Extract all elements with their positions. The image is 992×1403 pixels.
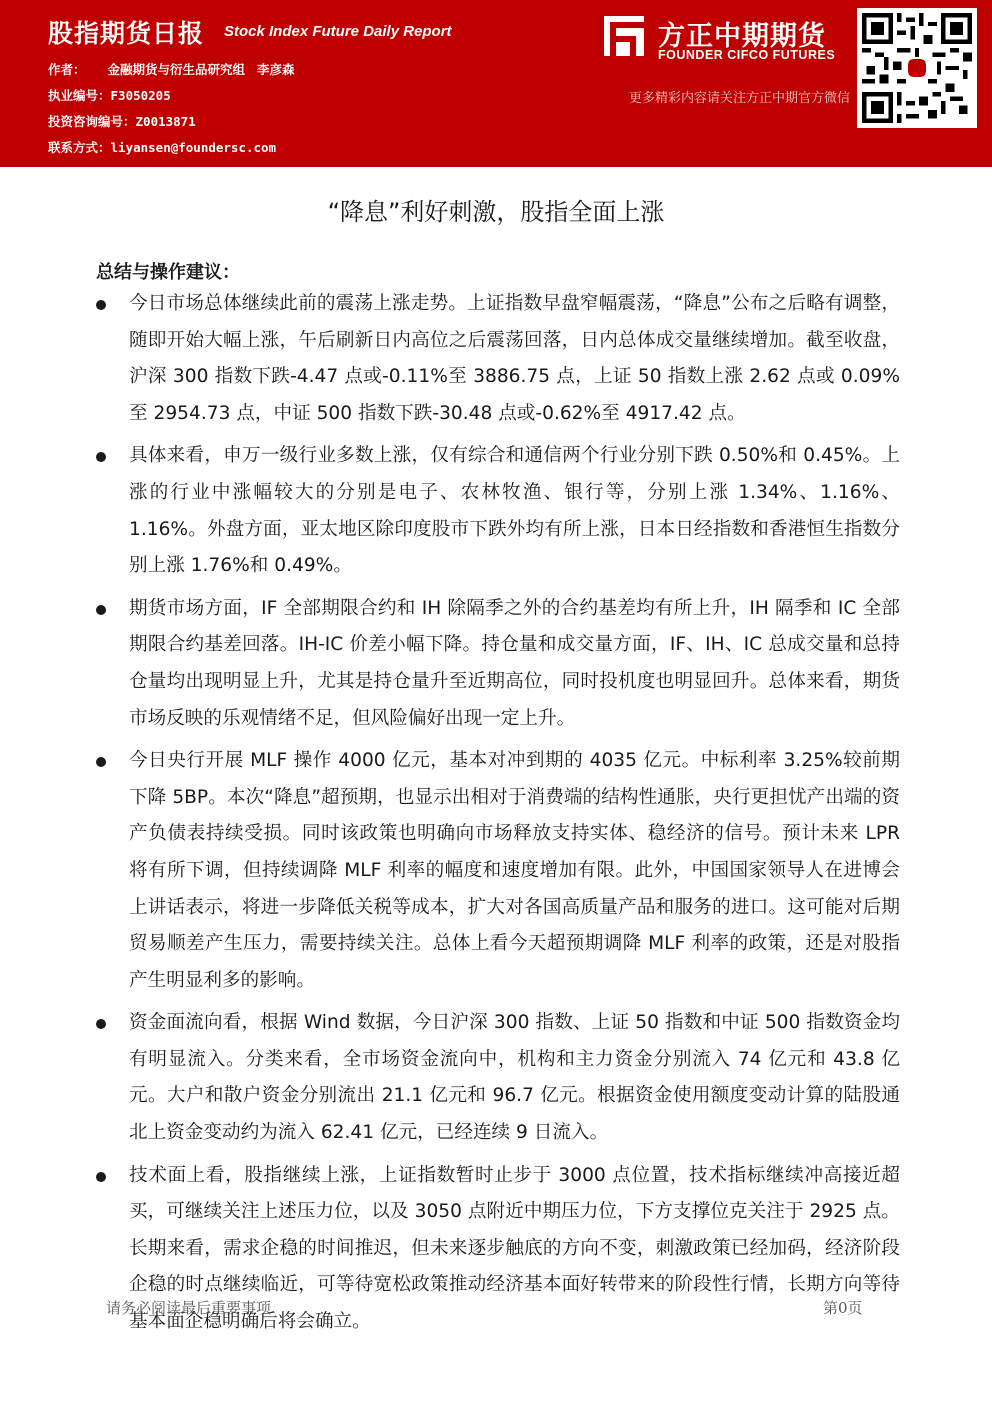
bullet-paragraph: [96, 591, 900, 737]
company-logo-icon: [600, 12, 650, 62]
wechat-qr-code[interactable]: [857, 8, 977, 128]
bullet-text: 期货市场方面，IF 全部期限合约和 IH 除隔季之外的合约基差均有所上升，IH 隔季和 IC 全部期限合约基差回落。IH-IC 价差小幅下降。持仓量和成交量方面，IF、IH、IC 总成交量和总持仓量均出现明显上升，尤其是持仓量升至近期高位，同时投机度也明显回升。总体来看，期货市场反映的乐观情绪不足，但风险偏好出现一定上升。: [129, 597, 900, 729]
section-heading: 总结与操作建议：: [96, 262, 240, 283]
license-value: F3050205: [110, 88, 171, 103]
summary-bullet-list: [96, 286, 900, 1347]
report-title-en: Stock Index Future Daily Report: [224, 23, 452, 40]
bullet-paragraph: [96, 743, 900, 999]
contact-line: [48, 138, 276, 156]
company-logo: [600, 12, 850, 67]
report-title-zh: 股指期货日报: [48, 19, 205, 48]
author-line: [48, 60, 295, 78]
bullet-dot-icon: [96, 452, 106, 462]
consult-value: Z0013871: [135, 114, 196, 129]
wechat-follow-note: 更多精彩内容请关注方正中期官方微信: [628, 91, 850, 106]
bullet-paragraph: [96, 286, 900, 432]
license-line: [48, 86, 171, 104]
bullet-text: 今日市场总体继续此前的震荡上涨走势。上证指数早盘窄幅震荡，“降息”公布之后略有调整，随即开始大幅上涨，午后刷新日内高位之后震荡回落，日内总体成交量继续增加。截至收盘，沪深 300 指数下跌-4.47 点或-0.11%至 3886.75 点，上证 50 指数上涨 2.62 点或 0.09%至 2954.73 点，中证 500 指数下跌-30.48 点或-0.62%至 4917.42 点。: [129, 293, 900, 424]
author-name: 李彦森: [257, 62, 295, 77]
bullet-paragraph: [96, 438, 900, 584]
author-group: 金融期货与衍生品研究组: [107, 62, 246, 77]
consult-line: [48, 112, 196, 130]
page-number: 第0页: [823, 1299, 863, 1317]
logo-text-en: FOUNDER CIFCO FUTURES: [658, 48, 836, 62]
bullet-dot-icon: [96, 1172, 106, 1182]
bullet-text: 资金面流向看，根据 Wind 数据，今日沪深 300 指数、上证 50 指数和中证 500 指数资金均有明显流入。分类来看，全市场资金流向中，机构和主力资金分别流入 74 亿元和 43.8 亿元。大户和散户资金分别流出 21.1 亿元和 96.7 亿元。根据资金使用额度变动计算的陆股通北上资金变动约为流入 62.41 亿元，已经连续 9 日流入。: [129, 1012, 900, 1144]
bullet-text: 具体来看，申万一级行业多数上涨，仅有综合和通信两个行业分别下跌 0.50%和 0.45%。上涨的行业中涨幅较大的分别是电子、农林牧渔、银行等，分别上涨 1.34%、1.16%、1.16%。外盘方面，亚太地区除印度股市下跌外均有所上涨，日本日经指数和香港恒生指数分别上涨 1.76%和 0.49%。: [129, 445, 900, 577]
footer-notice: 请务必阅读最后重要事项: [106, 1299, 272, 1317]
bullet-dot-icon: [96, 1019, 106, 1029]
license-label: 执业编号：: [48, 88, 111, 103]
author-label: 作者：: [48, 62, 86, 77]
logo-text-zh: 方正中期期货: [658, 21, 826, 52]
document-title: “降息”利好刺激，股指全面上涨: [327, 198, 665, 226]
bullet-dot-icon: [96, 300, 106, 310]
contact-email[interactable]: liyansen@foundersc.com: [110, 140, 277, 155]
consult-label: 投资咨询编号：: [48, 114, 136, 129]
bullet-text: 今日央行开展 MLF 操作 4000 亿元，基本对冲到期的 4035 亿元。中标利率 3.25%较前期下降 5BP。本次“降息”超预期，也显示出相对于消费端的结构性通胀，央行更担忧产出端的资产负债表持续受损。同时该政策也明确向市场释放支持实体、稳经济的信号。预计未来 LPR 将有所下调，但持续调降 MLF 利率的幅度和速度增加有限。此外，中国国家领导人在进博会上讲话表示，将进一步降低关税等成本，扩大对各国高质量产品和服务的进口。这可能对后期贸易顺差产生压力，需要持续关注。总体上看今天超预期调降 MLF 利率的政策，还是对股指产生明显利多的影响。: [129, 750, 900, 991]
bullet-text: 技术面上看，股指继续上涨，上证指数暂时止步于 3000 点位置，技术指标继续冲高接近超买，可继续关注上述压力位，以及 3050 点附近中期压力位，下方支撑位克关注于 2925 点。长期来看，需求企稳的时间推迟，但未来逐步触底的方向不变，刺激政策已经加码，经济阶段企稳的时点继续临近，可等待宽松政策推动经济基本面好转带来的阶段性行情，长期方向等待基本面企稳明确后将会确立。: [129, 1164, 900, 1333]
bullet-dot-icon: [96, 757, 106, 767]
report-header: [0, 0, 992, 167]
contact-label: 联系方式：: [48, 140, 111, 155]
bullet-dot-icon: [96, 605, 106, 615]
bullet-paragraph: [96, 1005, 900, 1151]
qr-code-icon: [862, 13, 972, 123]
